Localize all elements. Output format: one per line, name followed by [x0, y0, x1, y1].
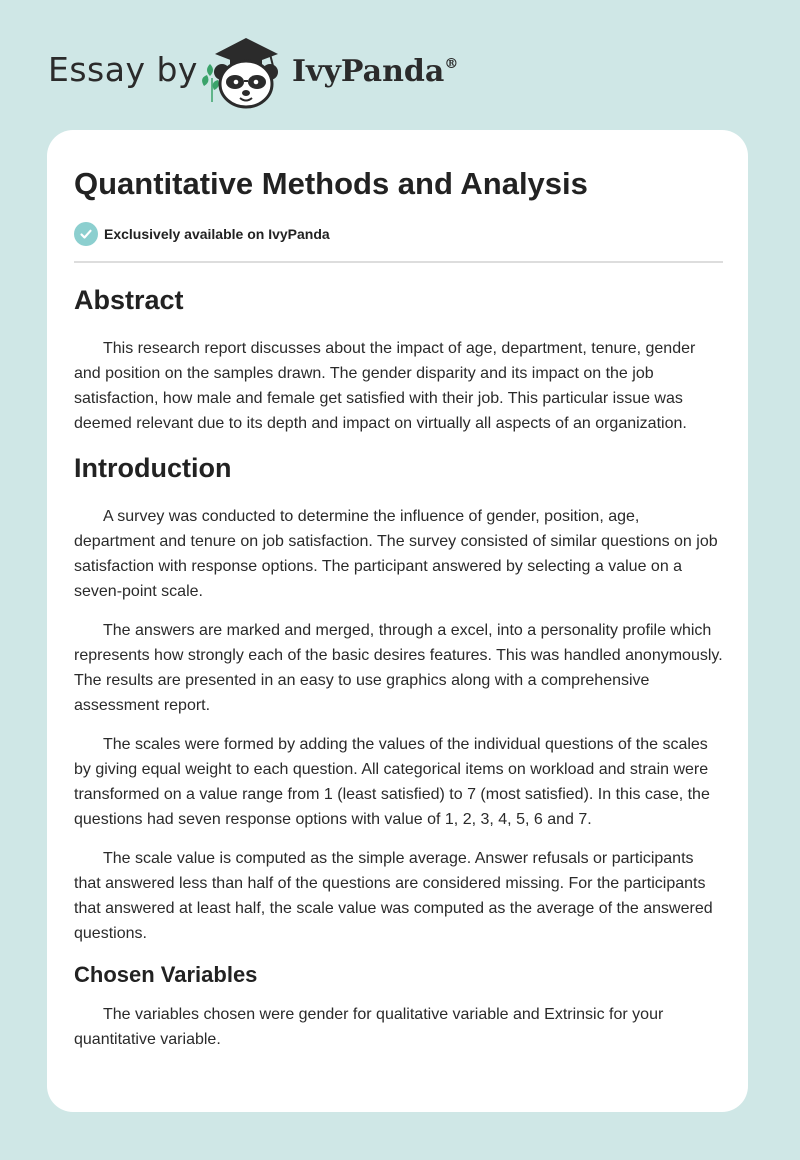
section-introduction [74, 450, 723, 946]
essay-title: Quantitative Methods and Analysis [74, 166, 588, 201]
paragraph: The answers are marked and merged, through a excel, into a personality profile which represents how strongly each of the basic desires features. This was handled anonymously. The results are presented in an easy to use graphics along with a comprehensive assessment report. [74, 622, 723, 714]
paragraph: The scale value is computed as the simple average. Answer refusals or participants that answered less than half of the questions are considered missing. For the participants that answered at least half, the scale value was computed as the average of the answered questions. [74, 850, 713, 942]
paragraph: This research report discusses about the impact of age, department, tenure, gender and position on the samples drawn. The gender disparity and its impact on the job satisfaction, how male and female get satisfied with their job. This particular issue was deemed relevant due to its depth and impact on virtually all aspects of an organization. [74, 340, 696, 432]
paragraph: The variables chosen were gender for qualitative variable and Extrinsic for your quantitative variable. [74, 1006, 664, 1048]
section-abstract [74, 282, 723, 436]
paragraph: A survey was conducted to determine the influence of gender, position, age, department and tenure on job satisfaction. The survey consisted of similar questions on job satisfaction with response options. The participant answered by selecting a value on a seven-point scale. [74, 508, 718, 600]
section-heading: Chosen Variables [74, 962, 258, 987]
ivypanda-logo[interactable] [200, 32, 470, 112]
brand-name [292, 54, 458, 89]
essay-body [74, 282, 723, 1066]
paragraph: The scales were formed by adding the values of the individual questions of the scales by giving equal weight to each question. All categorical items on workload and strain were transformed on a value range from 1 (least satisfied) to 7 (most satisfied). In this case, the questions had seven response options with value of 1, 2, 3, 4, 5, 6 and 7. [74, 736, 710, 828]
brand-text: IvyPanda [292, 54, 445, 89]
registered-mark: ® [444, 56, 459, 72]
exclusive-badge [74, 221, 330, 247]
essay-card [47, 130, 748, 1112]
section-heading: Abstract [74, 285, 184, 315]
panda-mascot-icon [200, 32, 290, 112]
section-heading: Introduction [74, 453, 232, 483]
exclusive-badge-label: Exclusively available on IvyPanda [104, 226, 330, 242]
site-header [0, 0, 800, 130]
essay-by-label: Essay by [48, 50, 198, 89]
title-divider [74, 261, 723, 263]
check-circle-icon [74, 222, 98, 246]
section-chosen-variables [74, 960, 723, 1052]
